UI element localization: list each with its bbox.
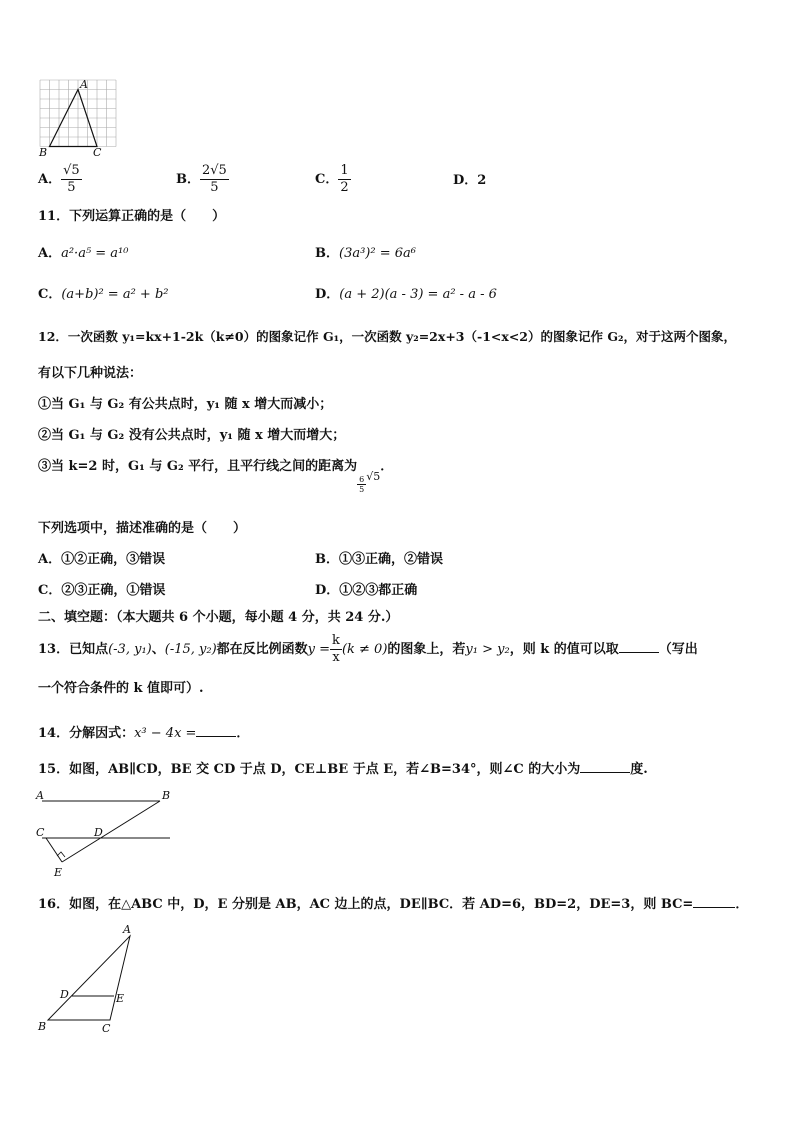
q15-label-e: E xyxy=(54,866,63,879)
q15: 15．如图，AB∥CD，BE 交 CD 于点 D，CE⊥BE 于点 E，若∠B=34°，则∠C 的大小为 度. xyxy=(38,762,648,777)
q10-label-b: B xyxy=(39,146,48,158)
q10-option-b: B． $\frac{2√5}{5}$ xyxy=(176,163,227,195)
q10-option-d: D．2 xyxy=(453,173,487,188)
q10-option-c: C． $\frac{1}{2}$ xyxy=(315,163,349,195)
q14: 14．分解因式：x³ − 4x = ． xyxy=(38,726,250,741)
q16-triangle-figure xyxy=(34,920,144,1038)
q12-prompt: 下列选项中，描述准确的是（ ） xyxy=(38,521,247,536)
q15-label-c: C xyxy=(36,826,45,839)
q12-stem-line2: 有以下几种说法： xyxy=(38,366,143,381)
q15-answer-blank[interactable] xyxy=(580,760,630,773)
q15-parallel-lines-figure xyxy=(32,786,182,880)
q10-label-c: C xyxy=(93,146,102,158)
q12-option-b: B．①③正确，②错误 xyxy=(315,552,443,567)
q16-answer-blank[interactable] xyxy=(693,895,735,908)
q12-statement-3: ③当 k=2 时，G₁ 与 G₂ 平行，且平行线之间的距离为 $\frac{6}{5}$ $_{√5}$． xyxy=(38,459,394,494)
q11-option-d: D．(a + 2)(a - 3) = a² - a - 6 xyxy=(315,287,497,302)
q15-label-a: A xyxy=(36,789,44,802)
q12-statement-1: ①当 G₁ 与 G₂ 有公共点时，y₁ 随 x 增大而减小； xyxy=(38,397,333,412)
q13-line2: 一个符合条件的 k 值即可）. xyxy=(38,681,204,696)
q11-option-b: B．(3a³)² = 6a⁶ xyxy=(315,246,416,261)
q16-label-a: A xyxy=(123,923,131,936)
q14-answer-blank[interactable] xyxy=(196,724,236,737)
q13-line1: 13．已知点(-3, y₁)、(-15, y₂)都在反比例函数y = $\frac{k}{x}$ (k ≠ 0)的图象上，若y₁ > y₂，则 k 的值可以取 （写出 xyxy=(38,633,698,665)
q16-label-d: D xyxy=(60,988,69,1001)
q12-option-d: D．①②③都正确 xyxy=(315,583,418,598)
q12-statement-2: ②当 G₁ 与 G₂ 没有公共点时，y₁ 随 x 增大而增大； xyxy=(38,428,346,443)
q10-label-a: A xyxy=(80,78,88,91)
q15-label-b: B xyxy=(162,789,171,802)
q11-option-a: A．a²·a⁵ = a¹⁰ xyxy=(38,246,129,261)
q10-option-a: A． $\frac{√5}{5}$ xyxy=(38,163,80,195)
q12-stem-line1: 12．一次函数 y₁=kx+1-2k（k≠0）的图象记作 G₁，一次函数 y₂=2x+3（-1<x<2）的图象记作 G₂，对于这两个图象， xyxy=(38,329,736,344)
q11-stem: 11．下列运算正确的是（ ） xyxy=(38,209,226,224)
q12-option-a: A．①②正确，③错误 xyxy=(38,552,166,567)
section-2-heading: 二、填空题：（本大题共 6 个小题，每小题 4 分，共 24 分.） xyxy=(38,610,399,625)
q16-label-e: E xyxy=(116,992,125,1005)
q16-label-b: B xyxy=(38,1020,47,1033)
q16: 16．如图，在△ABC 中，D，E 分别是 AB，AC 边上的点，DE∥BC．若 AD=6，BD=2，DE=3，则 BC= ． xyxy=(38,897,749,912)
q11-option-c: C．(a+b)² = a² + b² xyxy=(38,287,169,302)
q15-label-d: D xyxy=(94,826,103,839)
q16-label-c: C xyxy=(102,1022,111,1035)
q10-grid-triangle-figure xyxy=(34,76,120,158)
q13-answer-blank[interactable] xyxy=(619,640,659,653)
q12-option-c: C．②③正确，①错误 xyxy=(38,583,166,598)
